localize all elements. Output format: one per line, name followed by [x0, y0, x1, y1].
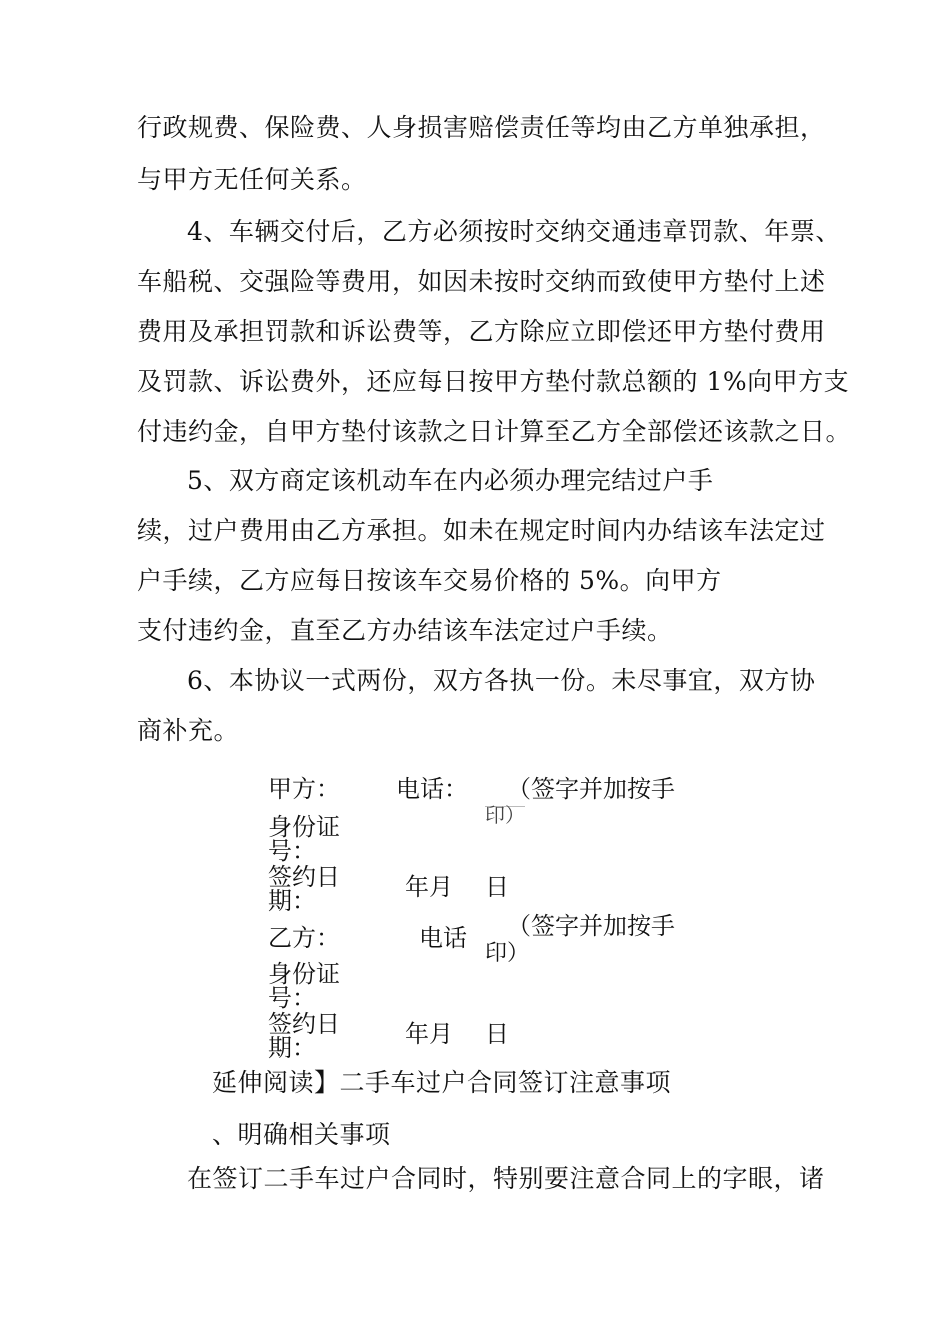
clause-6-line: 6、本协议一式两份，双方各执一份。未尽事宜，双方协 — [187, 666, 816, 695]
paragraph-line: 行政规费、保险费、人身损害赔偿责任等均由乙方单独承担， — [137, 113, 826, 142]
clause-4-line: 及罚款、诉讼费外，还应每日按甲方垫付款总额的 1%向甲方支 — [137, 367, 850, 396]
clause-4-line: 费用及承担罚款和诉讼费等，乙方除应立即偿还甲方垫付费用 — [137, 317, 826, 346]
party-a-date-day: 日 — [485, 873, 509, 901]
party-b-label: 乙方： — [268, 924, 340, 952]
party-b-phone-label: 电话 — [419, 924, 467, 952]
party-b-id-label-line2: 号： — [268, 984, 316, 1012]
clause-4-line: 4、车辆交付后，乙方必须按时交纳交通违章罚款、年票、 — [187, 217, 841, 246]
party-a-phone-label: 电话： — [396, 775, 468, 803]
party-b-date-label-line1: 签约日 — [268, 1010, 340, 1038]
party-a-label: 甲方： — [268, 775, 340, 803]
extended-reading-heading: 延伸阅读】二手车过户合同签订注意事项 — [212, 1068, 672, 1097]
party-a-sign-note: （签字并加按手 — [507, 775, 675, 803]
clause-5-line: 户手续，乙方应每日按该车交易价格的 5%。向甲方 — [137, 566, 722, 595]
extended-reading-body-line: 在签订二手车过户合同时，特别要注意合同上的字眼，诸 — [187, 1164, 825, 1193]
party-b-date-year-month: 年月 — [405, 1020, 453, 1048]
party-a-id-label-line1: 身份证 — [268, 813, 340, 841]
clause-5-line: 5、双方商定该机动车在内必须办理完结过户手 — [187, 466, 714, 495]
clause-4-line: 付违约金，自甲方垫付该款之日计算至乙方全部偿还该款之日。 — [137, 417, 852, 446]
party-a-date-label-line2: 期： — [268, 887, 316, 915]
party-b-sign-note-cont: 印） — [485, 941, 530, 966]
party-b-sign-note: （签字并加按手 — [507, 912, 675, 940]
paragraph-line: 与甲方无任何关系。 — [137, 165, 367, 194]
clause-6-line: 商补充。 — [137, 716, 240, 745]
party-b-id-label — [268, 960, 358, 1012]
party-b-id-label-line1: 身份证 — [268, 960, 340, 988]
party-a-date-year-month: 年月 — [405, 873, 453, 901]
party-a-sign-note-cont: 印） — [485, 803, 525, 827]
party-b-date-label-line2: 期： — [268, 1034, 316, 1062]
party-a-date-label-line1: 签约日 — [268, 863, 340, 891]
party-b-date-label — [268, 1010, 358, 1062]
clause-5-line: 续，过户费用由乙方承担。如未在规定时间内办结该车法定过 — [137, 516, 826, 545]
extended-reading-subheading: 、明确相关事项 — [212, 1120, 391, 1149]
party-a-id-label — [268, 813, 358, 865]
party-a-id-label-line2: 号： — [268, 837, 316, 865]
clause-5-line: 支付违约金，直至乙方办结该车法定过户手续。 — [137, 616, 673, 645]
party-a-date-label — [268, 863, 358, 915]
clause-4-line: 车船税、交强险等费用，如因未按时交纳而致使甲方垫付上述 — [137, 267, 826, 296]
party-b-date-day: 日 — [485, 1020, 509, 1048]
